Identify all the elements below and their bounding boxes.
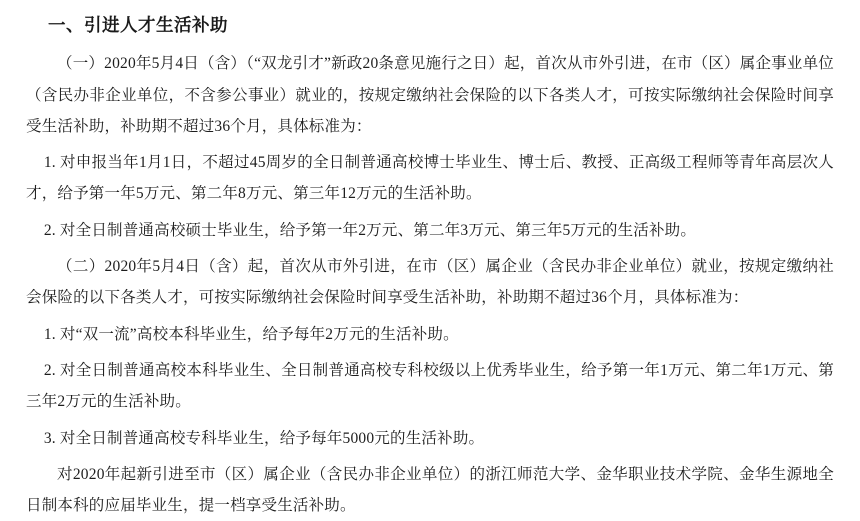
paragraph-intro-1: （一）2020年5月4日（含）（“双龙引才”新政20条意见施行之日）起，首次从市外引进，在市（区）属企事业单位（含民办非企业单位，不含参公事业）就业的，按规定缴纳社会保险的以下各类人才，可按实际缴纳社会保险时间享受生活补助，补助期不超过36个月，具体标准为： [26, 55, 834, 135]
paragraph-item-2-3: 3. 对全日制普通高校专科毕业生，给予每年5000元的生活补助。 [43, 429, 485, 447]
paragraph-intro-2: （二）2020年5月4日（含）起，首次从市外引进，在市（区）属企业（含民办非企业单位）就业，按规定缴纳社会保险的以下各类人才，可按实际缴纳社会保险时间享受生活补助，补助期不超过36个月，具体标准为： [26, 258, 834, 307]
paragraph-item-2-2: 2. 对全日制普通高校本科毕业生、全日制普通高校专科校级以上优秀毕业生，给予第一年1万元、第二年1万元、第三年2万元的生活补助。 [26, 361, 834, 411]
paragraph-item-1-2: 2. 对全日制普通高校硕士毕业生，给予第一年2万元、第二年3万元、第三年5万元的生活补助。 [43, 221, 697, 239]
paragraph-item-2-1: 1. 对“双一流”高校本科毕业生，给予每年2万元的生活补助。 [43, 325, 459, 343]
paragraph-item-1-1: 1. 对申报当年1月1日，不超过45周岁的全日制普通高校博士毕业生、博士后、教授、正高级工程师等青年高层次人才，给予第一年5万元、第二年8万元、第三年12万元的生活补助。 [26, 154, 834, 203]
section-heading: 一、引进人才生活补助 [48, 15, 228, 35]
paragraph-closing: 对2020年起新引进至市（区）属企业（含民办非企业单位）的浙江师范大学、金华职业技术学院、金华生源地全日制本科的应届毕业生，提一档享受生活补助。 [26, 465, 834, 515]
